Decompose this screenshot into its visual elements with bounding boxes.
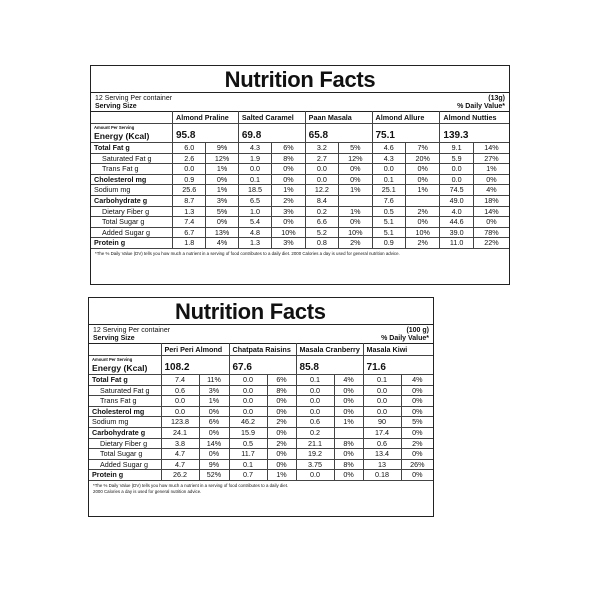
nutrient-amount: 13 (363, 459, 401, 470)
nutrient-amount: 0.0 (440, 174, 473, 185)
panel-title: Nutrition Facts (175, 299, 326, 324)
daily-value-percent: 0% (267, 396, 296, 407)
nutrient-row (91, 153, 509, 164)
daily-value-percent: 0% (199, 427, 229, 438)
nutrient-amount: 0.0 (440, 164, 473, 175)
nutrient-amount: 0.6 (296, 417, 334, 428)
nutrient-row (89, 375, 433, 386)
energy-value: 67.6 (229, 362, 296, 375)
energy-label: Energy (Kcal) (91, 130, 173, 143)
energy-value: 65.8 (305, 130, 372, 143)
nutrient-amount: 0.0 (229, 375, 267, 386)
daily-value-percent: 0% (334, 396, 363, 407)
daily-value-percent: 0% (199, 406, 229, 417)
nutrient-label: Sodium mg (91, 185, 173, 196)
nutrient-amount: 44.6 (440, 217, 473, 228)
nutrient-amount: 18.5 (238, 185, 271, 196)
nutrient-label: Protein g (89, 470, 161, 481)
nutrient-amount: 0.9 (173, 174, 206, 185)
nutrient-amount: 12.2 (305, 185, 338, 196)
nutrient-label: Cholesterol mg (91, 174, 173, 185)
nutrient-label: Added Sugar g (91, 227, 173, 238)
nutrient-amount: 0.1 (229, 459, 267, 470)
nutrient-label: Trans Fat g (89, 396, 161, 407)
nutrient-label: Carbohydrate g (91, 195, 173, 206)
nutrient-row (89, 459, 433, 470)
nutrient-amount: 0.6 (161, 385, 199, 396)
footnote (89, 481, 433, 497)
daily-value-percent: 0% (267, 427, 296, 438)
nutrient-amount: 7.6 (372, 195, 405, 206)
nutrient-amount: 5.4 (238, 217, 271, 228)
nutrient-amount: 0.1 (363, 375, 401, 386)
footnote-line: 2000 Calories a day is used for general nutrition advice. (93, 488, 202, 494)
nutrient-amount: 3.2 (305, 143, 338, 154)
daily-value-percent: 1% (267, 470, 296, 481)
daily-value-percent: 0% (334, 406, 363, 417)
product-name: Paan Masala (305, 112, 372, 124)
daily-value-percent: 22% (473, 238, 509, 249)
daily-value-percent: 8% (267, 385, 296, 396)
daily-value-percent: 0% (405, 174, 439, 185)
daily-value-percent: 8% (334, 438, 363, 449)
panel-title: Nutrition Facts (224, 67, 376, 92)
nutrient-amount: 0.0 (238, 164, 271, 175)
serving-size-value: (13g) (488, 95, 505, 102)
energy-value: 85.8 (296, 362, 363, 375)
daily-value-percent: 14% (473, 143, 509, 154)
product-name: Salted Caramel (238, 112, 305, 124)
nutrient-row (89, 449, 433, 460)
nutrient-amount: 0.2 (296, 427, 334, 438)
nutrient-amount: 4.7 (161, 449, 199, 460)
daily-value-percent: 0% (272, 174, 305, 185)
nutrient-amount: 0.0 (305, 174, 338, 185)
daily-value-percent: 4% (206, 238, 238, 249)
nutrient-amount: 25.6 (173, 185, 206, 196)
nutrient-row (91, 164, 509, 175)
nutrient-amount: 0.18 (363, 470, 401, 481)
product-name: Almond Nutties (440, 112, 509, 124)
footnote-line: *The % Daily Value (DV) tells you how much a nutrient in a serving of food contributes to a daily diet. (93, 482, 289, 488)
energy-label: Energy (Kcal) (89, 362, 161, 375)
nutrient-amount: 4.7 (161, 459, 199, 470)
nutrient-amount: 0.0 (229, 396, 267, 407)
nutrition-table (91, 111, 509, 249)
daily-value-percent: 6% (267, 375, 296, 386)
nutrient-amount: 5.9 (440, 153, 473, 164)
nutrient-amount: 5.1 (372, 227, 405, 238)
footnote: *The % Daily Value (DV) tells you how much a nutrient in a serving of food contributes to a daily diet. 2000 Calories a day is used for general nutrition advice. (95, 250, 400, 256)
nutrient-amount: 4.8 (238, 227, 271, 238)
serving-size-value: (100 g) (406, 327, 429, 334)
nutrient-label: Saturated Fat g (91, 153, 173, 164)
daily-value-percent: 1% (206, 185, 238, 196)
nutrient-label: Cholesterol mg (89, 406, 161, 417)
product-name: Peri Peri Almond (161, 344, 229, 356)
nutrient-amount: 0.0 (229, 385, 267, 396)
amount-per-serving-label: Amount Per Serving (91, 124, 173, 131)
nutrient-amount: 15.9 (229, 427, 267, 438)
nutrient-amount: 123.8 (161, 417, 199, 428)
nutrient-amount: 24.1 (161, 427, 199, 438)
daily-value-percent: 0% (267, 449, 296, 460)
nutrient-amount: 21.1 (296, 438, 334, 449)
daily-value-percent: 0% (267, 459, 296, 470)
daily-value-percent: 8% (272, 153, 305, 164)
nutrient-label: Carbohydrate g (89, 427, 161, 438)
energy-value: 71.6 (363, 362, 433, 375)
nutrient-amount: 1.8 (173, 238, 206, 249)
nutrient-amount: 0.0 (161, 396, 199, 407)
daily-value-percent: 5% (401, 417, 433, 428)
daily-value-percent: 12% (206, 153, 238, 164)
nutrient-row (89, 406, 433, 417)
daily-value-percent: 12% (339, 153, 372, 164)
daily-value-percent: 8% (334, 459, 363, 470)
daily-value-percent: 26% (401, 459, 433, 470)
nutrient-label: Protein g (91, 238, 173, 249)
daily-value-percent: 0% (339, 217, 372, 228)
nutrient-amount: 46.2 (229, 417, 267, 428)
nutrient-amount: 0.0 (296, 406, 334, 417)
nutrient-amount: 11.0 (440, 238, 473, 249)
daily-value-percent: 2% (401, 438, 433, 449)
nutrient-amount: 0.1 (372, 174, 405, 185)
product-name: Almond Praline (173, 112, 239, 124)
daily-value-percent: 0% (272, 164, 305, 175)
nutrient-row (91, 174, 509, 185)
daily-value-percent: 1% (334, 417, 363, 428)
nutrient-label: Total Fat g (89, 375, 161, 386)
daily-value-percent: 0% (401, 396, 433, 407)
daily-value-percent: 0% (473, 217, 509, 228)
nutrient-amount: 49.0 (440, 195, 473, 206)
daily-value-label: % Daily Value* (457, 103, 505, 110)
energy-row (89, 362, 433, 375)
nutrient-amount: 1.3 (238, 238, 271, 249)
daily-value-percent: 2% (267, 417, 296, 428)
daily-value-percent: 3% (272, 238, 305, 249)
nutrient-amount: 2.7 (305, 153, 338, 164)
daily-value-percent: 10% (272, 227, 305, 238)
nutrient-label: Trans Fat g (91, 164, 173, 175)
daily-value-percent: 4% (473, 185, 509, 196)
nutrient-amount: 7.4 (161, 375, 199, 386)
daily-value-percent: 0% (199, 449, 229, 460)
nutrient-row (89, 417, 433, 428)
nutrient-amount: 3.75 (296, 459, 334, 470)
daily-value-percent: 0% (206, 174, 238, 185)
nutrient-amount: 4.3 (238, 143, 271, 154)
nutrient-amount: 5.2 (305, 227, 338, 238)
energy-value: 75.1 (372, 130, 440, 143)
nutrient-amount: 0.6 (363, 438, 401, 449)
daily-value-percent: 9% (199, 459, 229, 470)
nutrient-row (89, 438, 433, 449)
nutrient-row (91, 195, 509, 206)
daily-value-percent: 4% (334, 375, 363, 386)
daily-value-percent: 11% (199, 375, 229, 386)
blank-cell (89, 344, 161, 356)
energy-value: 139.3 (440, 130, 509, 143)
nutrient-amount: 0.0 (229, 406, 267, 417)
nutrient-row (89, 385, 433, 396)
energy-value: 95.8 (173, 130, 239, 143)
daily-value-percent: 6% (199, 417, 229, 428)
nutrient-amount: 0.0 (363, 406, 401, 417)
product-header-row (89, 344, 433, 356)
product-name: Masala Kiwi (363, 344, 433, 356)
daily-value-percent: 0% (473, 174, 509, 185)
product-name: Almond Allure (372, 112, 440, 124)
daily-value-percent: 1% (339, 206, 372, 217)
daily-value-percent: 3% (199, 385, 229, 396)
nutrient-amount: 4.3 (372, 153, 405, 164)
nutrient-amount: 7.4 (173, 217, 206, 228)
daily-value-percent (339, 195, 372, 206)
energy-row (91, 130, 509, 143)
nutrient-amount: 5.1 (372, 217, 405, 228)
nutrient-amount: 0.1 (238, 174, 271, 185)
nutrient-amount: 0.0 (372, 164, 405, 175)
nutrient-label: Dietary Fiber g (91, 206, 173, 217)
nutrition-panel-2 (88, 297, 434, 517)
serving-size-label: Serving Size (93, 335, 135, 342)
daily-value-percent: 0% (401, 406, 433, 417)
daily-value-percent: 10% (405, 227, 439, 238)
nutrient-amount: 0.0 (305, 164, 338, 175)
daily-value-percent: 1% (473, 164, 509, 175)
nutrient-label: Total Fat g (91, 143, 173, 154)
daily-value-percent: 10% (339, 227, 372, 238)
daily-value-percent: 0% (267, 406, 296, 417)
daily-value-percent (405, 195, 439, 206)
daily-value-percent: 0% (334, 449, 363, 460)
nutrient-label: Sodium mg (89, 417, 161, 428)
daily-value-percent: 0% (401, 449, 433, 460)
daily-value-percent: 1% (339, 185, 372, 196)
nutrient-amount: 0.9 (372, 238, 405, 249)
daily-value-percent: 0% (206, 217, 238, 228)
serving-header (91, 93, 509, 111)
nutrient-row (89, 396, 433, 407)
daily-value-percent: 1% (199, 396, 229, 407)
nutrient-row (91, 227, 509, 238)
daily-value-percent: 2% (267, 438, 296, 449)
nutrient-amount: 19.2 (296, 449, 334, 460)
daily-value-percent: 9% (206, 143, 238, 154)
daily-value-percent: 0% (405, 217, 439, 228)
nutrient-amount: 9.1 (440, 143, 473, 154)
product-header-row (91, 112, 509, 124)
servings-per-container: 12 Serving Per container (93, 327, 171, 334)
daily-value-percent: 52% (199, 470, 229, 481)
daily-value-percent: 4% (401, 375, 433, 386)
daily-value-label: % Daily Value* (381, 335, 429, 342)
product-name: Chatpata Raisins (229, 344, 296, 356)
daily-value-percent: 20% (405, 153, 439, 164)
daily-value-percent: 0% (401, 470, 433, 481)
daily-value-percent: 78% (473, 227, 509, 238)
daily-value-percent: 7% (405, 143, 439, 154)
nutrient-amount: 0.0 (296, 385, 334, 396)
nutrition-table (89, 343, 433, 481)
nutrient-amount: 1.3 (173, 206, 206, 217)
nutrient-label: Total Sugar g (91, 217, 173, 228)
nutrient-amount: 74.5 (440, 185, 473, 196)
nutrient-row (89, 427, 433, 438)
nutrient-row (91, 185, 509, 196)
nutrient-amount: 90 (363, 417, 401, 428)
nutrient-amount: 26.2 (161, 470, 199, 481)
nutrient-amount: 0.0 (363, 385, 401, 396)
daily-value-percent: 18% (473, 195, 509, 206)
nutrient-amount: 8.4 (305, 195, 338, 206)
daily-value-percent: 5% (339, 143, 372, 154)
nutrient-amount: 1.0 (238, 206, 271, 217)
nutrient-row (91, 217, 509, 228)
nutrient-amount: 0.2 (305, 206, 338, 217)
nutrient-row (91, 143, 509, 154)
nutrient-amount: 0.0 (296, 470, 334, 481)
nutrient-amount: 0.7 (229, 470, 267, 481)
daily-value-percent: 2% (339, 238, 372, 249)
daily-value-percent: 0% (339, 174, 372, 185)
nutrient-amount: 0.1 (296, 375, 334, 386)
nutrient-amount: 13.4 (363, 449, 401, 460)
nutrient-amount: 17.4 (363, 427, 401, 438)
nutrient-amount: 6.5 (238, 195, 271, 206)
nutrient-amount: 0.5 (372, 206, 405, 217)
daily-value-percent: 0% (334, 385, 363, 396)
nutrient-label: Saturated Fat g (89, 385, 161, 396)
nutrient-amount: 0.0 (296, 396, 334, 407)
serving-size-label: Serving Size (95, 103, 137, 110)
nutrient-amount: 0.5 (229, 438, 267, 449)
nutrient-amount: 6.6 (305, 217, 338, 228)
nutrient-label: Total Sugar g (89, 449, 161, 460)
blank-cell (91, 112, 173, 124)
daily-value-percent: 1% (272, 185, 305, 196)
energy-value: 69.8 (238, 130, 305, 143)
daily-value-percent: 13% (206, 227, 238, 238)
nutrient-amount: 0.0 (363, 396, 401, 407)
nutrient-amount: 8.7 (173, 195, 206, 206)
daily-value-percent: 14% (473, 206, 509, 217)
nutrient-amount: 0.0 (161, 406, 199, 417)
daily-value-percent: 1% (206, 164, 238, 175)
nutrient-row (91, 238, 509, 249)
daily-value-percent: 0% (339, 164, 372, 175)
daily-value-percent: 0% (334, 470, 363, 481)
daily-value-percent: 2% (405, 206, 439, 217)
daily-value-percent: 27% (473, 153, 509, 164)
daily-value-percent: 0% (401, 385, 433, 396)
daily-value-percent: 0% (405, 164, 439, 175)
nutrient-amount: 4.0 (440, 206, 473, 217)
nutrient-label: Added Sugar g (89, 459, 161, 470)
nutrient-row (89, 470, 433, 481)
nutrient-amount: 39.0 (440, 227, 473, 238)
nutrient-amount: 0.0 (173, 164, 206, 175)
daily-value-percent: 14% (199, 438, 229, 449)
daily-value-percent: 2% (405, 238, 439, 249)
nutrient-amount: 11.7 (229, 449, 267, 460)
product-name: Masala Cranberry (296, 344, 363, 356)
nutrient-amount: 3.8 (161, 438, 199, 449)
nutrient-amount: 2.6 (173, 153, 206, 164)
nutrient-amount: 0.8 (305, 238, 338, 249)
nutrient-amount: 4.6 (372, 143, 405, 154)
daily-value-percent: 2% (272, 195, 305, 206)
daily-value-percent: 5% (206, 206, 238, 217)
daily-value-percent: 3% (206, 195, 238, 206)
daily-value-percent: 0% (401, 427, 433, 438)
nutrient-label: Dietary Fiber g (89, 438, 161, 449)
serving-header (89, 325, 433, 343)
daily-value-percent: 0% (272, 217, 305, 228)
nutrient-amount: 6.0 (173, 143, 206, 154)
daily-value-percent (334, 427, 363, 438)
nutrient-row (91, 206, 509, 217)
daily-value-percent: 3% (272, 206, 305, 217)
nutrition-panel-1 (90, 65, 510, 285)
servings-per-container: 12 Serving Per container (95, 95, 173, 102)
daily-value-percent: 1% (405, 185, 439, 196)
energy-value: 108.2 (161, 362, 229, 375)
nutrient-amount: 1.9 (238, 153, 271, 164)
daily-value-percent: 6% (272, 143, 305, 154)
nutrient-amount: 6.7 (173, 227, 206, 238)
nutrient-amount: 25.1 (372, 185, 405, 196)
amount-per-serving-label: Amount Per Serving (89, 356, 161, 363)
